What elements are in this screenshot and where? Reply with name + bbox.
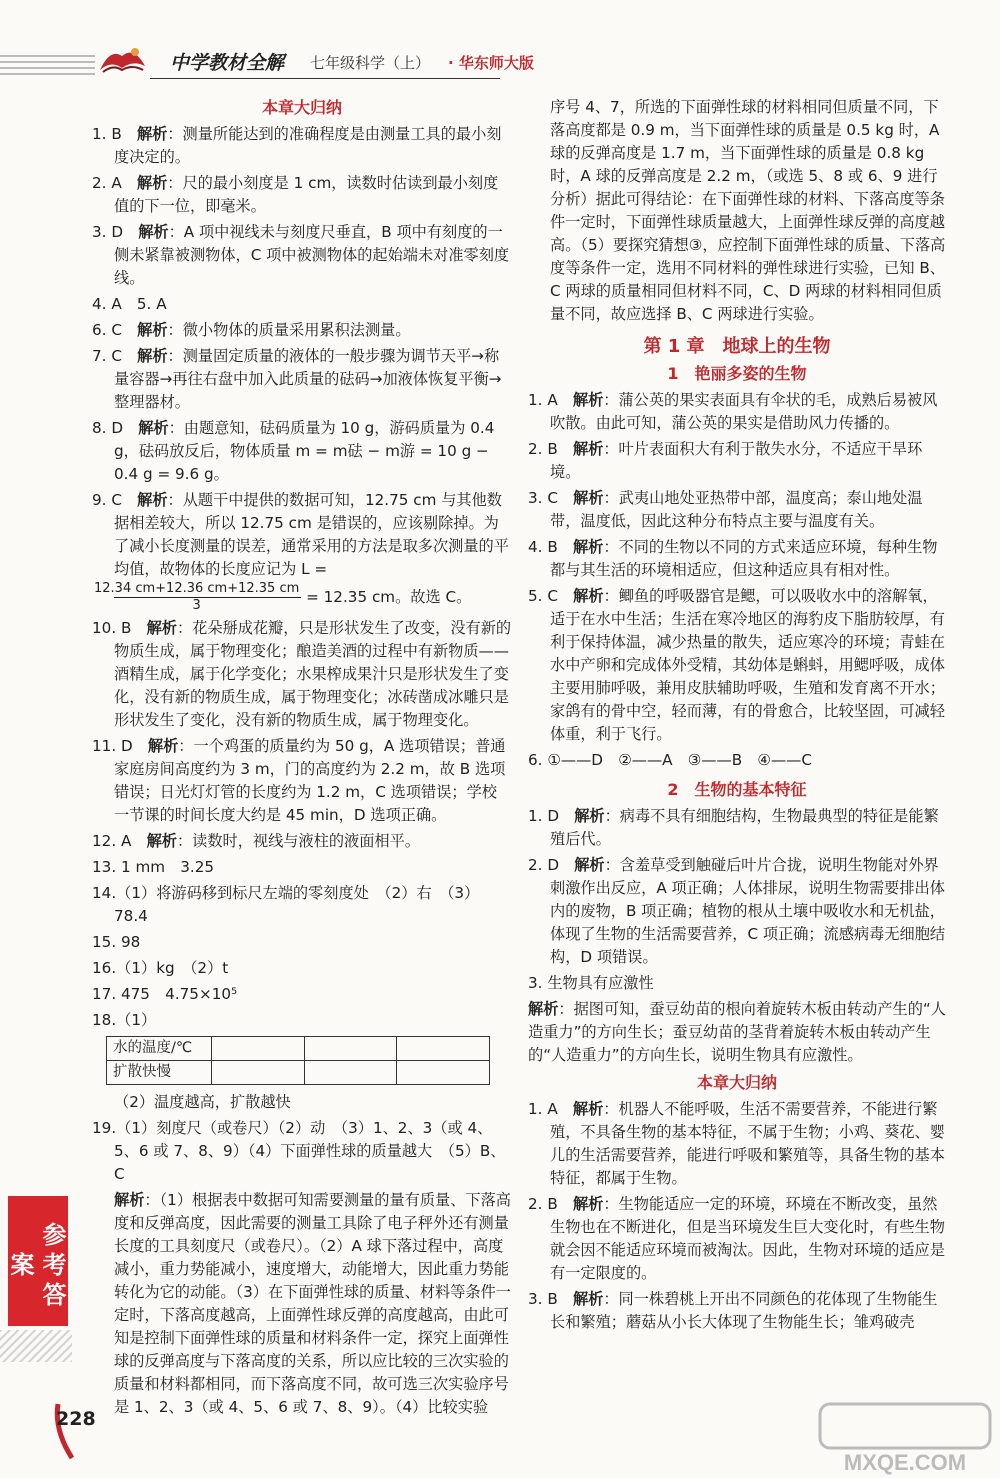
left-answer-b-7: 17. 475 4.75×10⁵ <box>92 985 238 1003</box>
left-answer-0: 1. B 解析：测量所能达到的准确程度是由测量工具的最小刻度决定的。 <box>92 125 502 166</box>
right-answer-s2-2: 3. 生物具有应激性 <box>528 974 654 992</box>
page-number: 228 <box>56 1408 96 1430</box>
left-column <box>92 96 512 1422</box>
section-title-2: 2 生物的基本特征 <box>667 780 807 799</box>
right-answer-s2-1: 2. D 解析：含羞草受到触碰后叶片合拢，说明生物能对外界刺激作出反应，A 项正确；人体排尿，说明生物需要排出体内的废物，B 项正确；植物的根从土壤中吸收水和无机盐，体现了生物的生活需要营养，C 项正确；流感病毒无细胞结构，D 项错误。 <box>528 856 946 966</box>
right-answer-s1-2: 3. C 解析：武夷山地处亚热带中部，温度高；泰山地处温带，温度低，因此这种分布特点主要与温度有关。 <box>528 489 923 530</box>
book-title: 七年级科学（上） <box>310 54 431 72</box>
right-answer-s2-0: 1. D 解析：病毒不具有细胞结构，生物最典型的特征是能繁殖后代。 <box>528 807 939 848</box>
left-answer-b-0: 10. B 解析：花朵掰成花瓣，只是形状发生了改变，没有新的物质生成，属于物理变化；酿造美酒的过程中有新物质——酒精生成，属于化学变化；水果榨成果汁只是形状发生了变化，没有新的物质生成，属于物理变化；冰砖凿成冰雕只是形状发生了变化，没有新的物质生成，属于物理变化。 <box>92 619 512 729</box>
left-answer-6: 8. D 解析：由题意知，砝码质量为 10 g，游码质量为 0.4 g，砝码放反后，物体质量 m = m砝 − m游 = 10 g − 0.4 g = 9.6 g。 <box>92 419 495 483</box>
left-answer-b-3: 13. 1 mm 3.25 <box>92 858 215 876</box>
book-logo-icon <box>95 42 150 78</box>
right-column <box>528 96 946 1337</box>
right-answer-s1-3: 4. B 解析：不同的生物以不同的方式来适应环境，每种生物都与其生活的环境相适应，但这种适应具有相对性。 <box>528 538 938 579</box>
right-answer-s1-0: 1. A 解析：蒲公英的果实表面具有伞状的毛，成熟后易被风吹散。由此可知，蒲公英的果实是借助风力传播的。 <box>528 391 938 432</box>
header-stripes <box>0 55 95 77</box>
side-tab-pattern <box>0 1330 72 1362</box>
right-answer-s3-2: 3. B 解析：同一株碧桃上开出不同颜色的花体现了生物能生长和繁殖；蘑菇从小长大体现了生物能生长；雏鸡破壳 <box>528 1290 938 1331</box>
watermark-text: MXQE.COM <box>843 1450 967 1475</box>
watermark-logo <box>810 1398 1000 1478</box>
right-answer-s3-0: 1. A 解析：机器人不能呼吸，生活不需要营养，不能进行繁殖，不具备生物的基本特征，不属于生物；小鸡、葵花、婴儿的生活需要营养，能进行呼吸和繁殖等，具备生物的基本特征，都属于生物。 <box>528 1100 945 1187</box>
header-rule <box>150 78 500 79</box>
table-header-speed: 扩散快慢 <box>107 1061 212 1085</box>
answer-3-explanation: 解析：据图可知，蚕豆幼苗的根向着旋转木板由转动产生的“人造重力”的方向生长；蚕豆幼苗的茎背着旋转木板由转动产生的“人造重力”的方向生长，说明生物具有应激性。 <box>528 1000 946 1064</box>
answer-19-explanation: 解析：（1）根据表中数据可知需要测量的量有质量、下落高度和反弹高度，因此需要的测量工具除了电子秤外还有测量长度的工具刻度尺（或卷尺）。（2）A 球下落过程中，高度减小，重力势能减小，速度增大，动能增大，因此重力势能转化为它的动能。（3）在下面弹性球的质量、材料等条件一定时，下落高度越高，上面弹性球反弹的高度越高，由此可知是控制下面弹性球的质量和材料条件一定，探究上面弹性球的反弹高度与下落高度的关系，所以应比较的三次实验的质量和材料都相同，而下落高度不同，故可选三次实验序号是 1、2、3（或 4、5、6 或 7、8、9）。（4）比较实验 <box>114 1191 511 1416</box>
right-answer-s1-4: 5. C 解析：鲫鱼的呼吸器官是鳃，可以吸收水中的溶解氧，适于在水中生活；生活在寒冷地区的海豹皮下脂肪较厚，有利于保持体温，减少热量的散失，适应寒冷的环境；青蛙在水中产卵和完成体外受精，其幼体是蝌蚪，用鳃呼吸，成体主要用肺呼吸，兼用皮肤辅助呼吸，生殖和发育离不开水；家鸽有的骨中空，轻而薄，有的骨愈合，比较坚固，可减轻体重，利于飞行。 <box>528 587 945 743</box>
fraction: $\frac{12.34 cm+12.36 cm+12.35 cm}{3}$ <box>94 581 300 613</box>
left-answer-b-8: 18.（1） <box>92 1011 157 1029</box>
answer-table <box>106 1036 490 1085</box>
right-answer-s1-1: 2. B 解析：叶片表面积大有利于散失水分，不适应干旱环境。 <box>528 440 923 481</box>
left-answer-b-5: 15. 98 <box>92 933 141 951</box>
answer-19-continued: 序号 4、7，所选的下面弹性球的材料相同但质量不同，下落高度都是 0.9 m，当下面弹性球的质量是 0.5 kg 时，A 球的反弹高度是 1.7 m，当下面弹性球的质量是 0.8 kg 时，A 球的反弹高度是 2.2 m，（或选 5、8 或 6、9 进行分析）据此可得结论：在下面弹性球的材料、下落高度等条件一定时，下面弹性球质量越大，上面弹性球反弹的高度越高。（5）要探究猜想③，应控制下面弹性球的质量、下落高度等条件一定，选用不同材料的弹性球进行实验，已知 B、C 两球的质量相同但材料不同，C、D 两球的材料相同但质量不同，故应选择 B、C 两球进行实验。 <box>550 98 946 323</box>
left-answer-3: 4. A 5. A <box>92 295 167 313</box>
left-answer-b-2: 12. A 解析：读数时，视线与液柱的液面相平。 <box>92 832 420 850</box>
publisher: · 华东师大版 <box>448 54 534 72</box>
series-title: 中学教材全解 <box>170 52 285 74</box>
left-answer-b-6: 16.（1）kg （2）t <box>92 959 229 977</box>
left-answer-b-4: 14.（1）将游码移到标尺左端的零刻度处 （2）右 （3）78.4 <box>92 884 480 925</box>
right-answer-s3-1: 2. B 解析：生物能适应一定的环境，环境在不断改变，虽然生物也在不断进化，但是当环境发生巨大变化时，有些生物就会因不能适应环境而被淘汰。因此，生物对环境的适应是有一定限度的。 <box>528 1195 945 1282</box>
answer-18-2: （2）温度越高，扩散越快 <box>114 1093 291 1111</box>
left-answer-2: 3. D 解析：A 项中视线未与刻度尺垂直，B 项中有刻度的一侧未紧靠被测物体，C 项中被测物体的起始端未对准零刻度线。 <box>92 223 510 287</box>
answer-item-9: 9. C 解析：从题干中提供的数据可知，12.75 cm 与其他数据相差较大，所以 12.75 cm 是错误的，应该剔除掉。为了减小长度测量的误差，通常采用的方法是取多次测量的平均值，故物体的长度应记为 L = $\frac{12.34 cm+12.36 cm+12.35 cm}{3}$ = 12.35 cm。故选 C。 <box>92 491 509 613</box>
section-title-3: 本章大归纳 <box>696 1073 777 1092</box>
answer-item-19: 19.（1）刻度尺（或卷尺）（2）动 （3）1、2、3（或 4、5、6 或 7、8、9）（4）下面弹性球的质量越大 （5）B、C <box>92 1119 506 1183</box>
left-answer-1: 2. A 解析：尺的最小刻度是 1 cm，读数时估读到最小刻度值的下一位，即毫米。 <box>92 174 499 215</box>
table-header-temp: 水的温度/℃ <box>107 1037 212 1061</box>
left-answer-4: 6. C 解析：微小物体的质量采用累积法测量。 <box>92 321 411 339</box>
left-answer-5: 7. C 解析：测量固定质量的液体的一般步骤为调节天平→称量容器→再往右盘中加入此质量的砝码→加液体恢复平衡→整理器材。 <box>92 347 502 411</box>
side-tab: 参考答案 <box>8 1196 68 1326</box>
page-header <box>0 0 1000 90</box>
section-title-1: 1 艳丽多姿的生物 <box>667 364 807 383</box>
chapter-title: 第 1 章 地球上的生物 <box>643 336 831 357</box>
section-title: 本章大归纳 <box>261 98 342 117</box>
right-answer-s1-5: 6. ①——D ②——A ③——B ④——C <box>528 751 812 769</box>
left-answer-b-1: 11. D 解析：一个鸡蛋的质量约为 50 g，A 选项错误；普通家庭房间高度约为 3 m，门的高度约为 2.2 m，故 B 选项错误；日光灯灯管的长度约为 1.2 m，C 选项错误；学校一节课的时间长度大约是 45 min，D 选项正确。 <box>92 737 506 824</box>
